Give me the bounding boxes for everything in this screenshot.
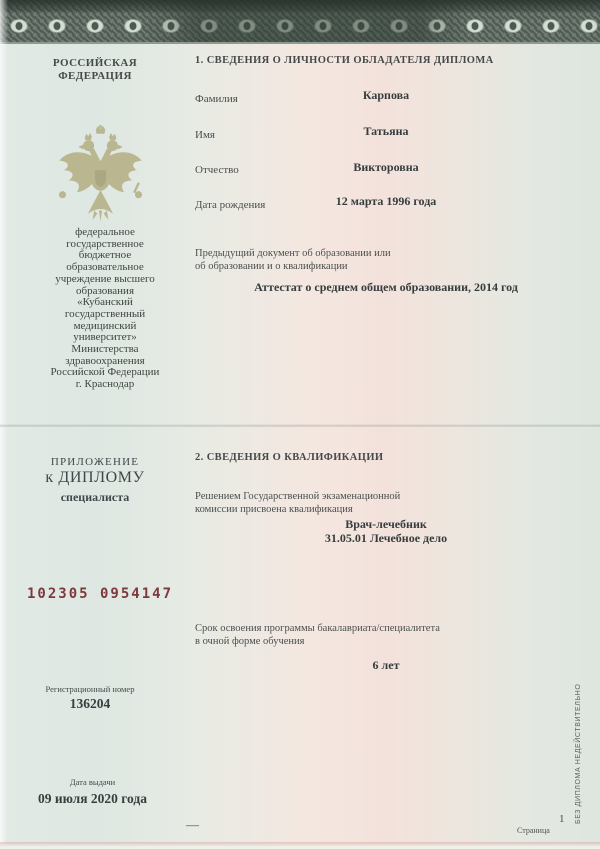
- qualification-label: [195, 490, 400, 516]
- institution-line: учреждение высшего: [55, 272, 155, 285]
- coat-of-arms-double-headed-eagle-icon: [53, 125, 148, 228]
- surname-label: Фамилия: [195, 93, 238, 105]
- without-diploma-invalid-note: БЕЗ ДИПЛОМА НЕДЕЙСТВИТЕЛЬНО: [575, 683, 582, 824]
- section1-title: 1. СВЕДЕНИЯ О ЛИЧНОСТИ ОБЛАДАТЕЛЯ ДИПЛОМА: [195, 55, 494, 66]
- section2-title: 2. СВЕДЕНИЯ О КВАЛИФИКАЦИИ: [195, 452, 384, 463]
- study-duration-label-line2: в очной форме обучения: [195, 636, 305, 647]
- institution-line: государственный: [64, 307, 146, 320]
- previous-document-label-line2: об образовании и о квалификации: [195, 261, 348, 272]
- registration-number-value: 136204: [69, 696, 111, 711]
- institution-line: Российской Федерации: [50, 366, 160, 379]
- institution-line: «Кубанский: [77, 296, 133, 309]
- firstname-label: Имя: [195, 129, 215, 141]
- qualification-value-line2: 31.05.01 Лечебное дело: [324, 530, 448, 545]
- qualification-value: [200, 518, 572, 545]
- previous-document-value: Аттестат о среднем общем образовании, 2014 год: [254, 280, 518, 294]
- page-number: 1: [559, 813, 565, 825]
- issue-date-value: 09 июля 2020 года: [38, 791, 147, 806]
- supplement-title: [15, 456, 175, 505]
- qualification-label-line2: комиссии присвоена квалификация: [195, 504, 353, 515]
- surname-value: Карпова: [362, 88, 410, 102]
- institution-line: Министерства: [71, 343, 139, 356]
- supplement-title-line1: ПРИЛОЖЕНИЕ: [50, 456, 140, 468]
- supplement-title-line2: к ДИПЛОМУ: [45, 469, 145, 486]
- institution-line: образования: [75, 284, 135, 297]
- firstname-value: Татьяна: [363, 124, 409, 138]
- institution-line: здравоохранения: [65, 354, 145, 367]
- institution-line: федеральное: [75, 226, 135, 238]
- qualification-label-line1: Решением Государственной экзаменационной: [195, 491, 401, 502]
- form-serial-number: 102305 0954147: [27, 586, 174, 602]
- institution-line: г. Краснодар: [75, 378, 135, 391]
- birthdate-label: Дата рождения: [195, 199, 266, 211]
- institution-line: университет»: [73, 331, 137, 344]
- registration-number-label: Регистрационный номер: [45, 684, 135, 694]
- institution-line: государственное: [66, 237, 144, 250]
- footer-dash-mark: —: [186, 817, 199, 832]
- institution-line: образовательное: [66, 261, 144, 274]
- paper-fold-line: [0, 424, 600, 428]
- study-duration-value: 6 лет: [372, 658, 400, 672]
- patronymic-label: Отчество: [195, 164, 239, 176]
- study-duration-label-line1: Срок освоения программы бакалавриата/специалитета: [195, 623, 440, 634]
- patronymic-value: Викторовна: [353, 160, 419, 174]
- issue-date-block: [25, 777, 160, 807]
- institution-line: бюджетное: [78, 249, 132, 262]
- previous-document-label: [195, 247, 391, 273]
- issue-date-label: Дата выдачи: [69, 777, 116, 787]
- page-label: Страница: [517, 826, 550, 835]
- registration-number-block: [30, 684, 150, 712]
- institution-line: медицинский: [73, 319, 137, 332]
- study-duration-label: [195, 622, 440, 648]
- guilloche-security-border: [0, 0, 600, 44]
- institution-name: [12, 227, 198, 391]
- previous-document-label-line1: Предыдущий документ об образовании или: [195, 248, 391, 259]
- birthdate-value: 12 марта 1996 года: [335, 194, 437, 208]
- country-name: РОССИЙСКАЯ ФЕДЕРАЦИЯ: [52, 57, 138, 82]
- scan-bottom-edge: [0, 842, 600, 849]
- qualification-value-line1: Врач-лечебник: [345, 517, 427, 531]
- supplement-title-line3: специалиста: [60, 490, 130, 504]
